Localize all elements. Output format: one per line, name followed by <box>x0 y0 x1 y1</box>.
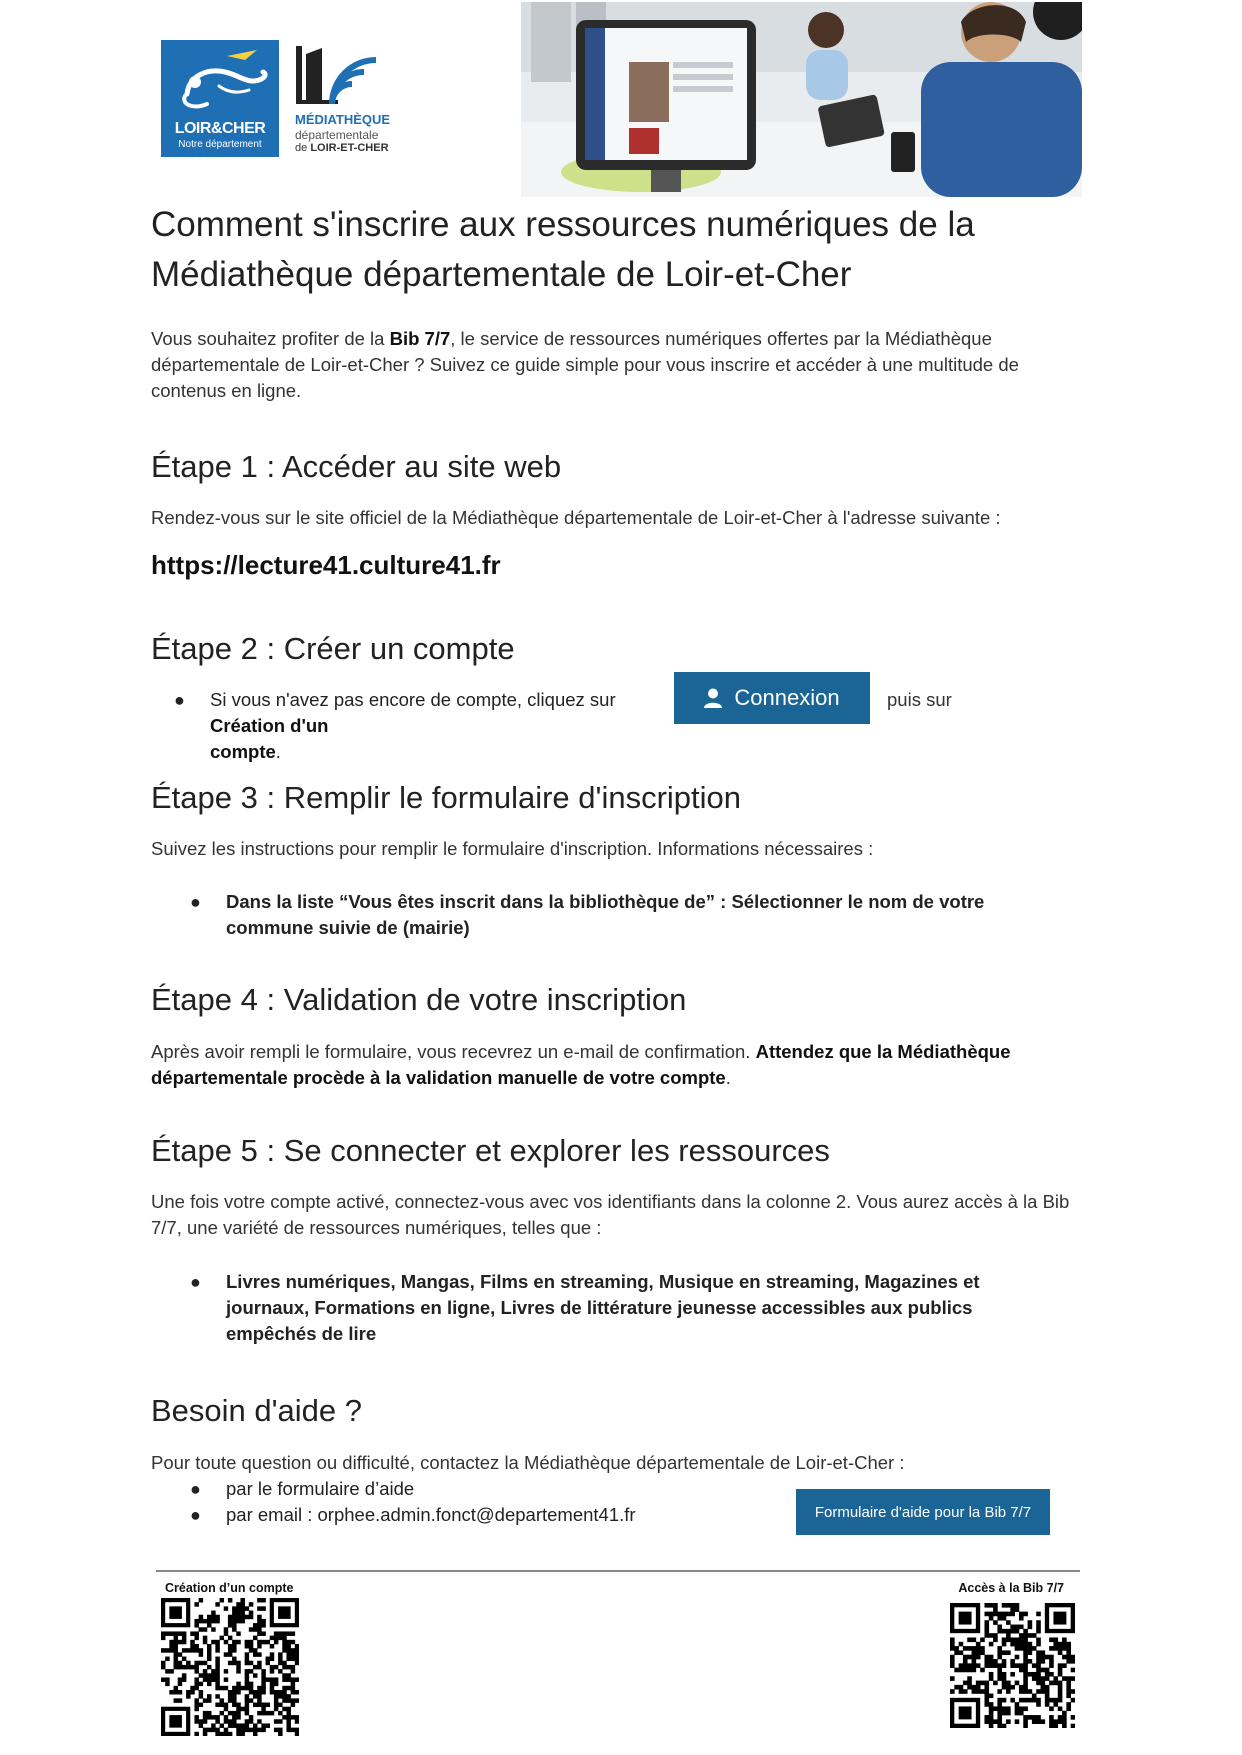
step2-list <box>174 687 660 713</box>
step1-heading: Étape 1 : Accéder au site web <box>151 449 562 484</box>
step5-text: Une fois votre compte activé, connectez-vous avec vos identifiants dans la colonne 2. Vous aurez accès à la Bib 7/7, une variété de ressources numériques, telles que : <box>151 1191 1070 1238</box>
bullet-dot: ● <box>174 690 185 710</box>
salamander-icon <box>167 46 273 118</box>
step3-text: Suivez les instructions pour remplir le formulaire d'inscription. Informations nécessaires : <box>151 838 874 859</box>
list-item: ● Livres numériques, Mangas, Films en streaming, Musique en streaming, Magazines et journaux, Formations en ligne, Livres de littérature jeunesse accessibles aux publics empêchés de lire <box>190 1271 980 1344</box>
step4-heading: Étape 4 : Validation de votre inscription <box>151 982 687 1017</box>
step2-bullet-tail: Création d'un compte. <box>210 715 329 762</box>
logo-med-line1: MÉDIATHÈQUE <box>295 112 391 127</box>
help-heading: Besoin d'aide ? <box>151 1393 363 1428</box>
bullet-dot: ● <box>190 1479 201 1499</box>
connexion-button[interactable] <box>674 672 870 724</box>
bullet-dot: ● <box>190 1272 201 1292</box>
help-list <box>190 1476 746 1528</box>
footer-divider <box>156 1570 1080 1572</box>
step5-list <box>190 1269 1046 1347</box>
logo-lc-name: LOIR&CHER <box>174 120 266 137</box>
step4-text: Après avoir rempli le formulaire, vous recevrez un e-mail de confirmation. Attendez que la Médiathèque départementale procède à la validation manuelle de votre compte. <box>151 1041 1011 1088</box>
step5-heading: Étape 5 : Se connecter et explorer les ressources <box>151 1133 830 1168</box>
user-icon <box>704 688 722 708</box>
qr-right-label: Accès à la Bib 7/7 <box>958 1581 1064 1595</box>
book-signal-icon <box>292 44 392 110</box>
bullet-dot: ● <box>190 1505 201 1525</box>
help-text: Pour toute question ou difficulté, contactez la Médiathèque départementale de Loir-et-Cher : <box>151 1452 905 1473</box>
qr-code-bib[interactable] <box>950 1603 1075 1728</box>
site-url[interactable]: https://lecture41.culture41.fr <box>151 550 501 580</box>
header-photo <box>521 2 1082 197</box>
logo-lc-sub: Notre département <box>178 139 262 150</box>
list-item: ● par email : orphee.admin.fonct@departement41.fr <box>226 1502 746 1528</box>
connexion-label: Connexion <box>734 685 840 710</box>
step1-text: Rendez-vous sur le site officiel de la Médiathèque départementale de Loir-et-Cher à l'adresse suivante : <box>151 507 1001 528</box>
logo-med-line3: de LOIR-ET-CHER <box>295 142 389 154</box>
intro-paragraph: Vous souhaitez profiter de la Bib 7/7, le service de ressources numériques offertes par la Médiathèque départementale de Loir-et-Cher ? Suivez ce guide simple pour vous inscrire et accéder à une multitude de contenus en ligne. <box>151 328 1019 401</box>
list-item: ● Si vous n'avez pas encore de compte, cliquez sur <box>210 687 660 713</box>
step2-heading: Étape 2 : Créer un compte <box>151 631 515 666</box>
step3-heading: Étape 3 : Remplir le formulaire d'inscription <box>151 780 741 815</box>
list-item: ● Dans la liste “Vous êtes inscrit dans la bibliothèque de” : Sélectionner le nom de votre commune suivie de (mairie) <box>190 891 985 938</box>
step2-after-button: puis sur <box>887 689 952 710</box>
step3-list <box>190 889 1046 941</box>
loir-et-cher-logo <box>161 40 279 157</box>
qr-left-label: Création d’un compte <box>165 1581 294 1595</box>
qr-code-account[interactable] <box>161 1598 299 1736</box>
mediatheque-logo <box>292 44 402 159</box>
logo-med-line2: départementale <box>295 128 379 142</box>
help-form-button[interactable]: Formulaire d'aide pour la Bib 7/7 <box>796 1489 1050 1535</box>
page-title: Comment s'inscrire aux ressources numériques de la Médiathèque départementale de Loir-et-Cher <box>151 205 975 294</box>
list-item: ● par le formulaire d’aide <box>226 1476 746 1502</box>
bullet-dot: ● <box>190 892 201 912</box>
